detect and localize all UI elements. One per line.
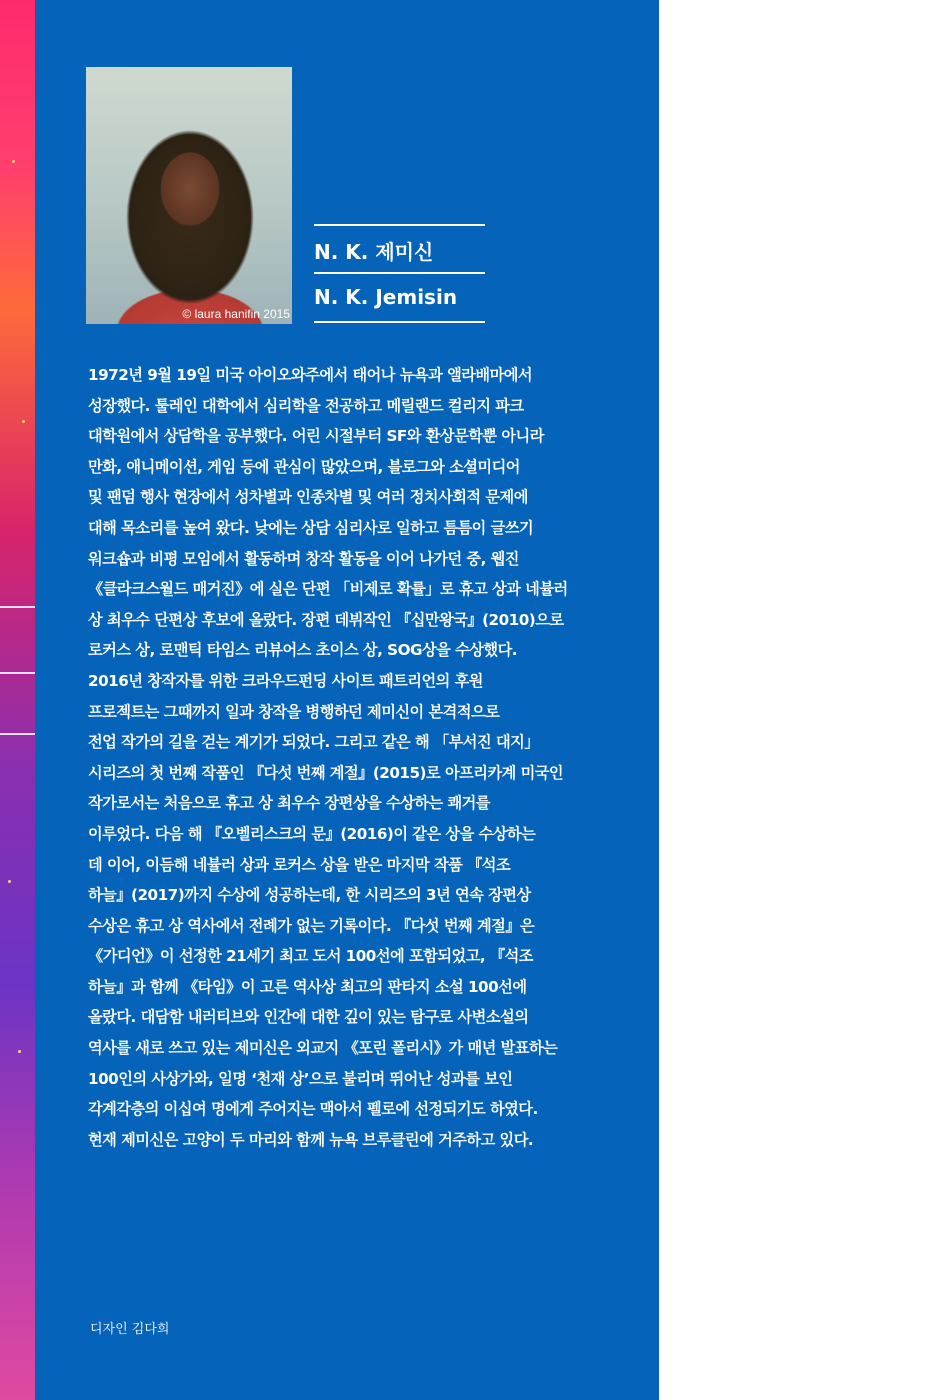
bio-line: 프로젝트는 그때까지 일과 창작을 병행하던 제미신이 본격적으로 — [88, 702, 500, 721]
bio-line: 전업 작가의 길을 걷는 계기가 되었다. 그리고 같은 해 「부서진 대지」 — [88, 733, 539, 752]
cover-edge-art — [0, 0, 35, 1400]
author-photo — [86, 67, 292, 324]
name-rule-top — [314, 224, 485, 226]
bio-line: 워크숍과 비평 모임에서 활동하며 창작 활동을 이어 나가던 중, 웹진 — [88, 549, 519, 568]
name-rule-bottom — [314, 321, 485, 323]
star-dot — [12, 160, 15, 163]
bio-line: 작가로서는 처음으로 휴고 상 최우수 장편상을 수상하는 쾌거를 — [88, 794, 490, 813]
bio-line: 이루었다. 다음 해 『오벨리스크의 문』(2016)이 같은 상을 수상하는 — [88, 824, 536, 843]
design-credit: 디자인 김다희 — [90, 1322, 170, 1337]
bio-line: 성장했다. 툴레인 대학에서 심리학을 전공하고 메릴랜드 컬리지 파크 — [88, 396, 524, 415]
bio-line: 수상은 휴고 상 역사에서 전례가 없는 기록이다. 『다섯 번째 계절』은 — [88, 916, 535, 935]
bio-line: 각계각층의 이십여 명에게 주어지는 맥아서 펠로에 선정되기도 하였다. — [88, 1100, 538, 1119]
bio-line: 역사를 새로 쓰고 있는 제미신은 외교지 《포린 폴리시》가 매년 발표하는 — [88, 1039, 558, 1058]
bio-line: 현재 제미신은 고양이 두 마리와 함께 뉴욕 브루클린에 거주하고 있다. — [88, 1130, 534, 1149]
author-biography — [88, 360, 588, 1155]
bio-line: 데 이어, 이듬해 네뷸러 상과 로커스 상을 받은 마지막 작품 『석조 — [88, 855, 511, 874]
bio-line: 만화, 애니메이션, 게임 등에 관심이 많았으며, 블로그와 소셜미디어 — [88, 457, 520, 476]
bio-line: 2016년 창작자를 위한 크라우드펀딩 사이트 패트리언의 후원 — [88, 671, 483, 690]
bio-line: 올랐다. 대담함 내러티브와 인간에 대한 깊이 있는 탐구로 사변소설의 — [88, 1008, 529, 1027]
photo-credit: © laura hanifin 2015 — [182, 307, 290, 321]
bio-line: 대해 목소리를 높여 왔다. 낮에는 상담 심리사로 일하고 틈틈이 글쓰기 — [88, 518, 534, 537]
bio-line: 대학원에서 상담학을 공부했다. 어린 시절부터 SF와 환상문학뿐 아니라 — [88, 427, 544, 446]
bio-line: 하늘』과 함께 《타임》이 고른 역사상 최고의 판타지 소설 100선에 — [88, 977, 527, 996]
bio-line: 상 최우수 단편상 후보에 올랐다. 장편 데뷔작인 『십만왕국』(2010)으로 — [88, 610, 564, 629]
edge-line — [0, 733, 35, 735]
bio-line: 《가디언》이 선정한 21세기 최고 도서 100선에 포함되었고, 『석조 — [88, 947, 533, 966]
author-name-english: N. K. Jemisin — [314, 285, 458, 309]
star-dot — [8, 880, 11, 883]
bio-line: 로커스 상, 로맨틱 타임스 리뷰어스 초이스 상, SOG상을 수상했다. — [88, 641, 518, 660]
bio-line: 《클라크스월드 매거진》에 실은 단편 「비제로 확률」로 휴고 상과 네뷸러 — [88, 580, 568, 599]
bio-line: 100인의 사상가와, 일명 ‘천재 상’으로 불리며 뛰어난 성과를 보인 — [88, 1069, 513, 1088]
star-dot — [22, 420, 25, 423]
edge-line — [0, 672, 35, 674]
bio-line: 시리즈의 첫 번째 작품인 『다섯 번째 계절』(2015)로 아프리카계 미국인 — [88, 763, 564, 782]
edge-line — [0, 606, 35, 608]
bio-line: 하늘』(2017)까지 수상에 성공하는데, 한 시리즈의 3년 연속 장편상 — [88, 886, 531, 905]
star-dot — [18, 1050, 21, 1053]
bio-line: 1972년 9월 19일 미국 아이오와주에서 태어나 뉴욕과 앨라배마에서 — [88, 366, 533, 384]
name-rule-middle — [314, 272, 485, 274]
author-name-korean: N. K. 제미신 — [314, 240, 434, 264]
bio-line: 및 팬덤 행사 현장에서 성차별과 인종차별 및 여러 정치사회적 문제에 — [88, 488, 528, 507]
